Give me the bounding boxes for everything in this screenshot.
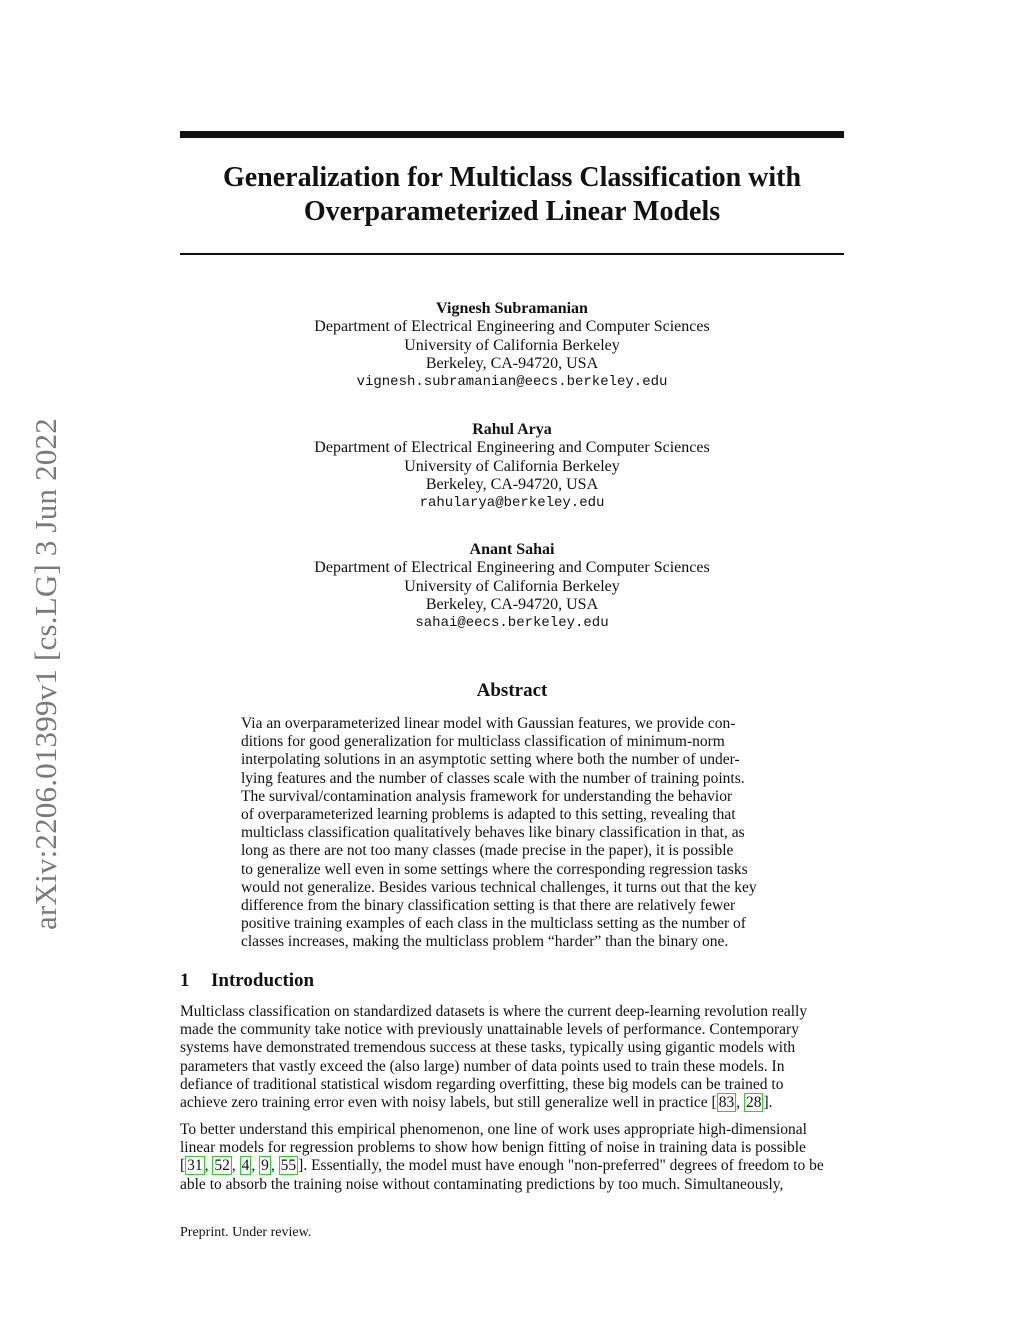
author-university: University of California Berkeley [404,336,620,354]
abstract-line: positive training examples of each class in the multiclass setting as the number of [241,915,746,933]
author-department: Department of Electrical Engineering and Computer Sciences [314,439,710,457]
title-line-2: Overparameterized Linear Models [303,196,721,227]
paragraph-line: systems have demonstrated tremendous success at these tasks, typically using gigantic models with [180,1039,796,1057]
paragraph-text: ]. Essentially, the model must have enough "non-preferred" degrees of freedom to be [298,1157,824,1175]
author-address: Berkeley, CA-94720, USA [425,475,599,493]
citation-link[interactable]: 52 [214,1157,230,1175]
abstract-line: lying features and the number of classes scale with the number of training points. [241,769,745,787]
abstract-body [241,715,784,952]
title-line-1: Generalization for Multiclass Classification with [222,162,802,193]
author-address: Berkeley, CA-94720, USA [425,354,599,372]
paragraph-line: defiance of traditional statistical wisdom regarding overfitting, these big models can be trained to [180,1075,784,1093]
paragraph-text: ]. [763,1094,773,1112]
paper-title [180,161,844,229]
abstract-line: classes increases, making the multiclass problem “harder” than the binary one. [241,933,729,951]
citation-link[interactable]: 31 [187,1157,203,1175]
author-block-1 [180,300,844,391]
paragraph-line: parameters that vastly exceed the (also large) number of data points used to train these models. In [180,1057,785,1075]
author-university: University of California Berkeley [404,457,620,475]
author-university: University of California Berkeley [404,577,620,595]
author-block-3 [180,541,844,632]
abstract-line: The survival/contamination analysis framework for understanding the behavior [241,787,733,805]
paragraph-line: made the community take notice with previously unattainable levels of performance. Contemporary [180,1021,799,1039]
abstract-line: would not generalize. Besides various technical challenges, it turns out that the key [241,878,757,896]
author-block-2 [180,421,844,512]
abstract-line: ditions for good generalization for multiclass classification of minimum-norm [241,733,725,751]
arxiv-identifier: arXiv:2206.01399v1 [cs.LG] 3 Jun 2022 [28,418,63,930]
abstract-line: long as there are not too many classes (made precise in the paper), it is possible [241,842,734,860]
intro-paragraph-1 [180,1003,844,1112]
citation-link[interactable]: 9 [261,1157,269,1175]
abstract-heading: Abstract [476,680,548,701]
section-number: 1 [180,970,190,991]
citation-link[interactable]: 28 [745,1094,762,1112]
author-department: Department of Electrical Engineering and Computer Sciences [314,318,710,336]
author-email[interactable]: rahularya@berkeley.edu [419,495,605,512]
citation-link[interactable]: 4 [241,1157,250,1175]
abstract-line: interpolating solutions in an asymptotic setting where both the number of under- [241,751,740,769]
paragraph-text: [ [180,1157,186,1175]
paragraph-line: [ 31 , 52 , 4 , 9 , 55 ]. Essentially, the model must have enough "non-preferred" degrees of freedom to be [180,1157,824,1175]
abstract-line: difference from the binary classification setting is that there are relatively fewer [241,897,736,915]
paragraph-line: linear models for regression problems to show how benign fitting of noise in training data is possible [180,1139,806,1157]
author-email[interactable]: sahai@eecs.berkeley.edu [415,615,609,632]
paragraph-text: achieve zero training error even with noisy labels, but still generalize well in practice [ [180,1094,717,1112]
paragraph-line: achieve zero training error even with noisy labels, but still generalize well in practice [ 83 , 28 ]. [180,1094,773,1112]
author-address: Berkeley, CA-94720, USA [425,595,599,613]
author-name: Rahul Arya [472,421,552,438]
citation-link[interactable]: 83 [718,1094,735,1112]
citation-link[interactable]: 55 [280,1157,297,1175]
paragraph-line: To better understand this empirical phenomenon, one line of work uses appropriate high-dimensional [180,1121,807,1138]
abstract-line: multiclass classification qualitatively behaves like binary classification in that, as [241,824,745,842]
title-top-rule [180,131,844,138]
paragraph-line: able to absorb the training noise without contaminating predictions by too much. Simultaneously, [180,1175,784,1193]
author-department: Department of Electrical Engineering and Computer Sciences [314,559,710,577]
abstract-line: Via an overparameterized linear model with Gaussian features, we provide con- [241,715,736,732]
preprint-footer: Preprint. Under review. [180,1225,312,1240]
abstract-line: of overparameterized learning problems is adapted to this setting, revealing that [241,806,736,824]
author-name: Vignesh Subramanian [436,300,588,317]
section-title: Introduction [211,970,315,991]
abstract-line: to generalize well even in some settings where the corresponding regression tasks [241,860,748,878]
section-heading-introduction [180,969,314,993]
author-name: Anant Sahai [469,541,555,558]
author-email[interactable]: vignesh.subramanian@eecs.berkeley.edu [356,374,668,391]
title-bottom-rule [180,253,844,255]
intro-paragraph-2 [180,1121,844,1194]
paragraph-line: Multiclass classification on standardized datasets is where the current deep-learning revolution really [180,1003,808,1020]
